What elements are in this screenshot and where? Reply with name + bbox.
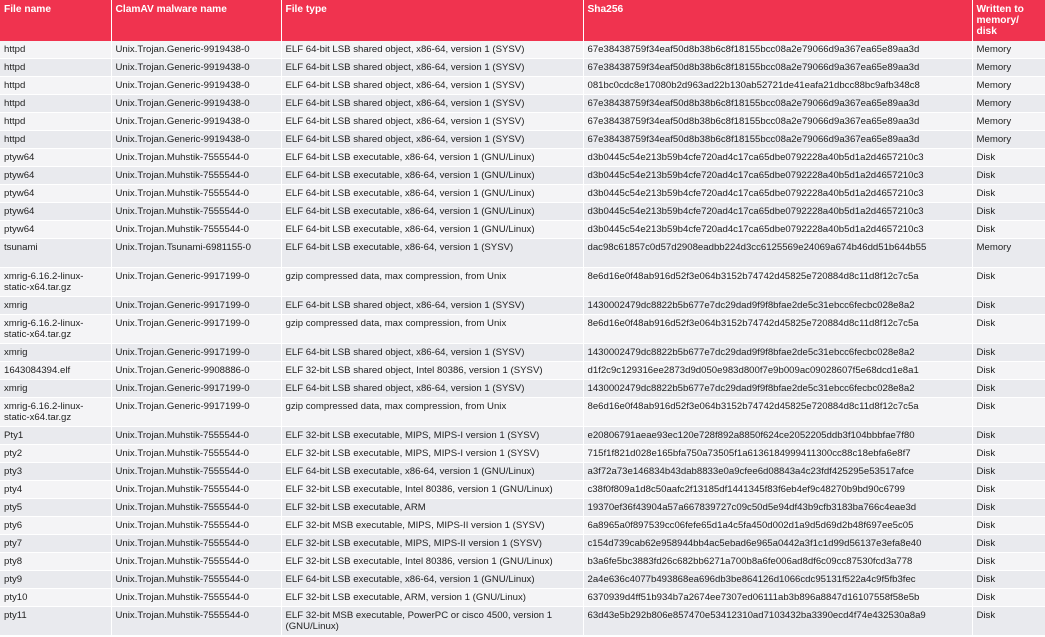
table-row — [0, 552, 1045, 570]
cell-malware-name: Unix.Trojan.Generic-9917199-0 — [111, 379, 281, 397]
table-row — [0, 606, 1045, 635]
table-row — [0, 498, 1045, 516]
table-row — [0, 444, 1045, 462]
cell-sha256: 63d43e5b292b806e857470e53412310ad7103432ba3390ecd4f74e432530a8a9 — [583, 606, 972, 635]
cell-file-name: 1643084394.elf — [0, 361, 111, 379]
cell-sha256: 67e38438759f34eaf50d8b38b6c8f18155bcc08a2e79066d9a367ea65e89aa3d — [583, 41, 972, 59]
cell-malware-name: Unix.Trojan.Muhstik-7555544-0 — [111, 534, 281, 552]
cell-malware-name: Unix.Trojan.Generic-9917199-0 — [111, 296, 281, 314]
cell-file-name: xmrig-6.16.2-linux-static-x64.tar.gz — [0, 397, 111, 426]
cell-sha256: dac98c61857c0d57d2908eadbb224d3cc6125569e24069a674b46dd51b644b55 — [583, 239, 972, 267]
cell-file-type: ELF 64-bit LSB shared object, x86-64, version 1 (SYSV) — [281, 379, 583, 397]
cell-written-to: Disk — [972, 588, 1045, 606]
cell-file-type: ELF 64-bit LSB shared object, x86-64, version 1 (SYSV) — [281, 41, 583, 59]
table-row — [0, 131, 1045, 149]
cell-written-to: Disk — [972, 296, 1045, 314]
cell-malware-name: Unix.Trojan.Muhstik-7555544-0 — [111, 426, 281, 444]
cell-file-type: ELF 64-bit LSB executable, x86-64, version 1 (GNU/Linux) — [281, 203, 583, 221]
cell-written-to: Disk — [972, 498, 1045, 516]
cell-malware-name: Unix.Trojan.Generic-9919438-0 — [111, 95, 281, 113]
table-row — [0, 426, 1045, 444]
table-header — [0, 0, 1045, 41]
cell-written-to: Memory — [972, 113, 1045, 131]
table-row — [0, 296, 1045, 314]
header-file-name: File name — [0, 0, 111, 41]
cell-written-to: Disk — [972, 426, 1045, 444]
cell-written-to: Disk — [972, 397, 1045, 426]
cell-sha256: 67e38438759f34eaf50d8b38b6c8f18155bcc08a2e79066d9a367ea65e89aa3d — [583, 131, 972, 149]
cell-file-name: pty8 — [0, 552, 111, 570]
cell-written-to: Disk — [972, 606, 1045, 635]
table-row — [0, 77, 1045, 95]
cell-file-type: ELF 64-bit LSB executable, x86-64, version 1 (GNU/Linux) — [281, 462, 583, 480]
cell-malware-name: Unix.Trojan.Muhstik-7555544-0 — [111, 203, 281, 221]
cell-file-name: pty11 — [0, 606, 111, 635]
cell-written-to: Disk — [972, 314, 1045, 343]
cell-file-type: ELF 32-bit LSB shared object, Intel 80386, version 1 (SYSV) — [281, 361, 583, 379]
cell-written-to: Disk — [972, 570, 1045, 588]
cell-file-name: xmrig — [0, 296, 111, 314]
table-body — [0, 41, 1045, 635]
cell-file-name: Pty1 — [0, 426, 111, 444]
cell-malware-name: Unix.Trojan.Muhstik-7555544-0 — [111, 606, 281, 635]
table-row — [0, 203, 1045, 221]
cell-sha256: a3f72a73e146834b43dab8833e0a9cfee6d08843a4c23fdf425295e53517afce — [583, 462, 972, 480]
cell-file-name: pty2 — [0, 444, 111, 462]
cell-malware-name: Unix.Trojan.Generic-9908886-0 — [111, 361, 281, 379]
cell-malware-name: Unix.Trojan.Muhstik-7555544-0 — [111, 167, 281, 185]
cell-written-to: Disk — [972, 444, 1045, 462]
cell-file-name: pty3 — [0, 462, 111, 480]
cell-file-type: ELF 64-bit LSB shared object, x86-64, version 1 (SYSV) — [281, 343, 583, 361]
cell-file-name: pty7 — [0, 534, 111, 552]
cell-file-type: ELF 32-bit LSB executable, MIPS, MIPS-II version 1 (SYSV) — [281, 534, 583, 552]
cell-written-to: Disk — [972, 203, 1045, 221]
cell-sha256: 8e6d16e0f48ab916d52f3e064b3152b74742d45825e720884d8c11d8f12c7c5a — [583, 267, 972, 296]
cell-sha256: d3b0445c54e213b59b4cfe720ad4c17ca65dbe0792228a40b5d1a2d4657210c3 — [583, 221, 972, 239]
table-row — [0, 95, 1045, 113]
cell-written-to: Memory — [972, 95, 1045, 113]
cell-malware-name: Unix.Trojan.Generic-9919438-0 — [111, 41, 281, 59]
header-file-type: File type — [281, 0, 583, 41]
cell-file-name: pty10 — [0, 588, 111, 606]
cell-malware-name: Unix.Trojan.Muhstik-7555544-0 — [111, 149, 281, 167]
cell-sha256: 081bc0cdc8e17080b2d963ad22b130ab52721de41eafa21dbcc88bc9afb348c8 — [583, 77, 972, 95]
cell-malware-name: Unix.Trojan.Generic-9917199-0 — [111, 267, 281, 296]
header-sha256: Sha256 — [583, 0, 972, 41]
cell-malware-name: Unix.Trojan.Muhstik-7555544-0 — [111, 221, 281, 239]
cell-written-to: Disk — [972, 185, 1045, 203]
cell-written-to: Disk — [972, 167, 1045, 185]
cell-written-to: Memory — [972, 59, 1045, 77]
cell-sha256: 67e38438759f34eaf50d8b38b6c8f18155bcc08a2e79066d9a367ea65e89aa3d — [583, 95, 972, 113]
table-row — [0, 480, 1045, 498]
cell-malware-name: Unix.Trojan.Muhstik-7555544-0 — [111, 444, 281, 462]
cell-sha256: 1430002479dc8822b5b677e7dc29dad9f9f8bfae2de5c31ebcc6fecbc028e8a2 — [583, 379, 972, 397]
cell-file-type: ELF 64-bit LSB shared object, x86-64, version 1 (SYSV) — [281, 296, 583, 314]
cell-file-type: ELF 32-bit LSB executable, MIPS, MIPS-I version 1 (SYSV) — [281, 444, 583, 462]
cell-file-type: ELF 32-bit LSB executable, Intel 80386, version 1 (GNU/Linux) — [281, 552, 583, 570]
cell-file-name: xmrig — [0, 343, 111, 361]
cell-written-to: Disk — [972, 462, 1045, 480]
cell-file-name: ptyw64 — [0, 149, 111, 167]
cell-sha256: d1f2c9c129316ee2873d9d050e983d800f7e9b009ac09028607f5e68dcd1e8a1 — [583, 361, 972, 379]
cell-malware-name: Unix.Trojan.Generic-9919438-0 — [111, 59, 281, 77]
cell-file-type: ELF 64-bit LSB executable, x86-64, version 1 (SYSV) — [281, 239, 583, 267]
cell-file-name: ptyw64 — [0, 167, 111, 185]
cell-malware-name: Unix.Trojan.Muhstik-7555544-0 — [111, 588, 281, 606]
cell-sha256: 8e6d16e0f48ab916d52f3e064b3152b74742d45825e720884d8c11d8f12c7c5a — [583, 397, 972, 426]
cell-sha256: d3b0445c54e213b59b4cfe720ad4c17ca65dbe0792228a40b5d1a2d4657210c3 — [583, 149, 972, 167]
table-row — [0, 113, 1045, 131]
header-clamav-name: ClamAV malware name — [111, 0, 281, 41]
cell-file-type: ELF 64-bit LSB shared object, x86-64, version 1 (SYSV) — [281, 77, 583, 95]
cell-sha256: d3b0445c54e213b59b4cfe720ad4c17ca65dbe0792228a40b5d1a2d4657210c3 — [583, 203, 972, 221]
table-row — [0, 397, 1045, 426]
cell-written-to: Disk — [972, 480, 1045, 498]
cell-file-type: ELF 32-bit LSB executable, ARM, version 1 (GNU/Linux) — [281, 588, 583, 606]
cell-file-type: gzip compressed data, max compression, from Unix — [281, 314, 583, 343]
cell-file-name: tsunami — [0, 239, 111, 267]
cell-file-type: ELF 64-bit LSB shared object, x86-64, version 1 (SYSV) — [281, 131, 583, 149]
cell-malware-name: Unix.Trojan.Muhstik-7555544-0 — [111, 570, 281, 588]
cell-written-to: Disk — [972, 149, 1045, 167]
table-row — [0, 314, 1045, 343]
cell-malware-name: Unix.Trojan.Muhstik-7555544-0 — [111, 498, 281, 516]
cell-sha256: 8e6d16e0f48ab916d52f3e064b3152b74742d45825e720884d8c11d8f12c7c5a — [583, 314, 972, 343]
cell-sha256: 19370ef36f43904a57a667839727c09c50d5e94df43b9cfb3183ba766c4eae3d — [583, 498, 972, 516]
cell-malware-name: Unix.Trojan.Muhstik-7555544-0 — [111, 552, 281, 570]
cell-file-name: httpd — [0, 41, 111, 59]
cell-sha256: 1430002479dc8822b5b677e7dc29dad9f9f8bfae2de5c31ebcc6fecbc028e8a2 — [583, 343, 972, 361]
table-row — [0, 516, 1045, 534]
cell-file-type: ELF 32-bit MSB executable, PowerPC or cisco 4500, version 1 (GNU/Linux) — [281, 606, 583, 635]
cell-file-name: httpd — [0, 131, 111, 149]
header-row — [0, 0, 1045, 41]
cell-malware-name: Unix.Trojan.Muhstik-7555544-0 — [111, 185, 281, 203]
cell-file-name: pty4 — [0, 480, 111, 498]
cell-sha256: 2a4e636c4077b493868ea696db3be864126d1066cdc95131f522a4c9f5fb3fec — [583, 570, 972, 588]
cell-file-type: gzip compressed data, max compression, from Unix — [281, 397, 583, 426]
table-row — [0, 239, 1045, 267]
cell-file-name: ptyw64 — [0, 185, 111, 203]
cell-sha256: d3b0445c54e213b59b4cfe720ad4c17ca65dbe0792228a40b5d1a2d4657210c3 — [583, 167, 972, 185]
cell-file-name: xmrig — [0, 379, 111, 397]
cell-malware-name: Unix.Trojan.Muhstik-7555544-0 — [111, 462, 281, 480]
table-row — [0, 221, 1045, 239]
table-row — [0, 167, 1045, 185]
cell-written-to: Disk — [972, 516, 1045, 534]
cell-file-name: pty9 — [0, 570, 111, 588]
header-written-to: Written to memory/ disk — [972, 0, 1045, 41]
cell-file-type: ELF 64-bit LSB shared object, x86-64, version 1 (SYSV) — [281, 59, 583, 77]
table-row — [0, 343, 1045, 361]
cell-file-name: httpd — [0, 95, 111, 113]
cell-malware-name: Unix.Trojan.Generic-9919438-0 — [111, 113, 281, 131]
cell-sha256: c154d739cab62e958944bb4ac5ebad6e965a0442a3f1c1d99d56137e3efa8e40 — [583, 534, 972, 552]
cell-written-to: Disk — [972, 361, 1045, 379]
table-row — [0, 59, 1045, 77]
cell-file-type: ELF 64-bit LSB executable, x86-64, version 1 (GNU/Linux) — [281, 185, 583, 203]
table-row — [0, 41, 1045, 59]
table-row — [0, 361, 1045, 379]
cell-sha256: d3b0445c54e213b59b4cfe720ad4c17ca65dbe0792228a40b5d1a2d4657210c3 — [583, 185, 972, 203]
cell-file-type: ELF 64-bit LSB executable, x86-64, version 1 (GNU/Linux) — [281, 149, 583, 167]
cell-malware-name: Unix.Trojan.Muhstik-7555544-0 — [111, 516, 281, 534]
cell-written-to: Disk — [972, 534, 1045, 552]
cell-file-type: ELF 64-bit LSB shared object, x86-64, version 1 (SYSV) — [281, 113, 583, 131]
cell-file-type: ELF 64-bit LSB executable, x86-64, version 1 (GNU/Linux) — [281, 570, 583, 588]
cell-sha256: c38f0f809a1d8c50aafc2f13185df1441345f83f6eb4ef9c48270b9bd90c6799 — [583, 480, 972, 498]
cell-sha256: 6370939d4ff51b934b7a2674ee7307ed06111ab3b896a8847d16107558f58e5b — [583, 588, 972, 606]
cell-file-name: httpd — [0, 113, 111, 131]
cell-file-name: ptyw64 — [0, 221, 111, 239]
cell-written-to: Disk — [972, 267, 1045, 296]
cell-malware-name: Unix.Trojan.Tsunami-6981155-0 — [111, 239, 281, 267]
cell-written-to: Memory — [972, 41, 1045, 59]
table-row — [0, 267, 1045, 296]
cell-file-name: ptyw64 — [0, 203, 111, 221]
cell-sha256: b3a6fe5bc3883fd26c682bb6271a700b8a6fe006ad8df6c09cc87530fcd3a778 — [583, 552, 972, 570]
cell-file-name: xmrig-6.16.2-linux-static-x64.tar.gz — [0, 314, 111, 343]
cell-file-type: ELF 32-bit LSB executable, Intel 80386, version 1 (GNU/Linux) — [281, 480, 583, 498]
cell-file-type: ELF 32-bit MSB executable, MIPS, MIPS-II version 1 (SYSV) — [281, 516, 583, 534]
cell-file-name: pty6 — [0, 516, 111, 534]
table-row — [0, 149, 1045, 167]
cell-written-to: Disk — [972, 379, 1045, 397]
cell-written-to: Disk — [972, 552, 1045, 570]
cell-sha256: 67e38438759f34eaf50d8b38b6c8f18155bcc08a2e79066d9a367ea65e89aa3d — [583, 113, 972, 131]
cell-file-type: ELF 64-bit LSB executable, x86-64, version 1 (GNU/Linux) — [281, 221, 583, 239]
cell-malware-name: Unix.Trojan.Generic-9919438-0 — [111, 131, 281, 149]
cell-sha256: 1430002479dc8822b5b677e7dc29dad9f9f8bfae2de5c31ebcc6fecbc028e8a2 — [583, 296, 972, 314]
cell-file-name: pty5 — [0, 498, 111, 516]
cell-file-name: httpd — [0, 77, 111, 95]
cell-malware-name: Unix.Trojan.Generic-9917199-0 — [111, 314, 281, 343]
cell-written-to: Memory — [972, 239, 1045, 267]
cell-sha256: 6a8965a0f897539cc06fefe65d1a4c5fa450d002d1a9d5d69d2b48f697ee5c05 — [583, 516, 972, 534]
cell-malware-name: Unix.Trojan.Generic-9917199-0 — [111, 343, 281, 361]
cell-malware-name: Unix.Trojan.Generic-9919438-0 — [111, 77, 281, 95]
cell-file-name: httpd — [0, 59, 111, 77]
cell-sha256: 715f1f821d028e165bfa750a73505f1a6136184999411300cc88c18ebfa6e8f7 — [583, 444, 972, 462]
cell-malware-name: Unix.Trojan.Muhstik-7555544-0 — [111, 480, 281, 498]
table-row — [0, 462, 1045, 480]
cell-file-type: ELF 64-bit LSB executable, x86-64, version 1 (GNU/Linux) — [281, 167, 583, 185]
table-row — [0, 534, 1045, 552]
cell-sha256: e20806791aeae93ec120e728f892a8850f624ce2052205ddb3f104bbbfae7f80 — [583, 426, 972, 444]
cell-file-type: ELF 64-bit LSB shared object, x86-64, version 1 (SYSV) — [281, 95, 583, 113]
cell-file-type: gzip compressed data, max compression, from Unix — [281, 267, 583, 296]
table-row — [0, 379, 1045, 397]
cell-written-to: Memory — [972, 77, 1045, 95]
cell-file-type: ELF 32-bit LSB executable, ARM — [281, 498, 583, 516]
cell-written-to: Disk — [972, 343, 1045, 361]
cell-sha256: 67e38438759f34eaf50d8b38b6c8f18155bcc08a2e79066d9a367ea65e89aa3d — [583, 59, 972, 77]
cell-written-to: Disk — [972, 221, 1045, 239]
cell-file-type: ELF 32-bit LSB executable, MIPS, MIPS-I version 1 (SYSV) — [281, 426, 583, 444]
table-row — [0, 185, 1045, 203]
cell-file-name: xmrig-6.16.2-linux-static-x64.tar.gz — [0, 267, 111, 296]
cell-written-to: Memory — [972, 131, 1045, 149]
cell-malware-name: Unix.Trojan.Generic-9917199-0 — [111, 397, 281, 426]
table-row — [0, 588, 1045, 606]
table-row — [0, 570, 1045, 588]
